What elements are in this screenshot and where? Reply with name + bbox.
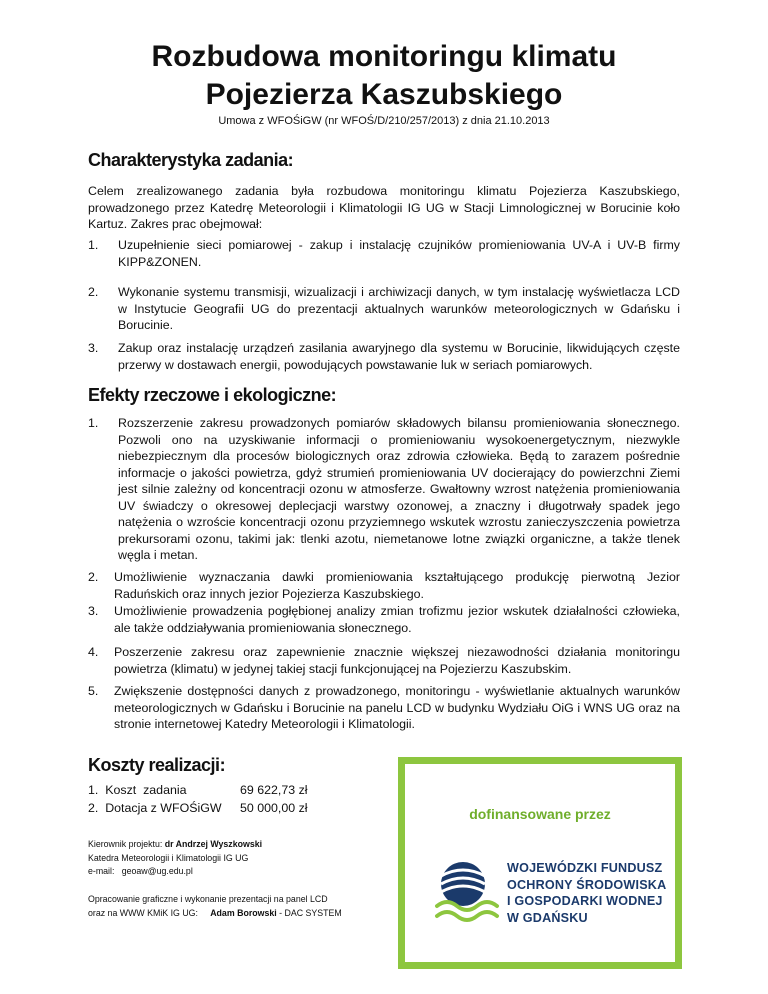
- list-text: Zwiększenie dostępności danych z prowadzonego, monitoringu - wyświetlanie aktualnych warunków meteorologicznych w Gdańsku i Borucinie na panelu LCD w budynku Wydziału OiG i WNS UG oraz na stronie internetowej Katedry Meteorologii i Klimatologii.: [114, 684, 680, 731]
- list-number: 5.: [88, 684, 99, 698]
- section-heading-characteristics: Charakterystyka zadania:: [88, 150, 294, 170]
- wfosigw-logo-icon: [433, 854, 503, 934]
- list-text: Poszerzenie zakresu oraz zapewnienie znacznie większej niezawodności działania monitoringu powietrza (klimatu) w jedynej takiej stacji funkcjonującej na Pojezierzu Kaszubskim.: [114, 645, 680, 676]
- cost-label: 2. Dotacja z WFOŚiGW: [88, 801, 222, 815]
- title-line-1: Rozbudowa monitoringu klimatu: [151, 40, 617, 73]
- title-line-2: Pojezierza Kaszubskiego: [205, 78, 563, 111]
- page-title: [0, 38, 768, 114]
- list-number: 2.: [88, 285, 99, 299]
- list-item: [88, 569, 680, 603]
- design-suffix: - DAC SYSTEM: [276, 907, 342, 918]
- list-item: [88, 237, 680, 271]
- list-item: [88, 340, 680, 374]
- manager-name: dr Andrzej Wyszkowski: [164, 839, 263, 849]
- email-link[interactable]: geoaw@ug.edu.pl: [121, 866, 193, 876]
- list-number: 1.: [88, 416, 99, 430]
- list-text: Umożliwienie prowadzenia pogłębionej analizy zmian trofizmu jezior wskutek działalności człowieka, ale także oddziaływania promieniowania słonecznego.: [114, 604, 680, 635]
- list-text: Rozszerzenie zakresu prowadzonych pomiarów składowych bilansu promieniowania słonecznego. Pozwoli ono na uzyskiwanie informacji o promieniowaniu wysokoenergetycznym, niezwykle niebezpiecznym dla procesów biologicznych oraz zdrowia człowieka. Będą to zarazem pośrednie informacje o jakości powietrza, gdyż strumień promieniowania UV docierający do powierzchni Ziemi jest silnie zależny od koncentracji ozonu w atmosferze. Gwałtowny wzrost natężenia promieniowania UV świadczy o okresowej deplecjacji warstwy ozonowej, a znaczny i długotrwały spadek jego natężenia o wzroście koncentracji ozonu przyziemnego wskutek wzrostu zanieczyszczenia powietrza prekursorami ozonu, takimi jak: tlenki azotu, niemetanowe lotne związki organiczne, a także tlenek węgla i metan.: [118, 416, 680, 562]
- list-text: Uzupełnienie sieci pomiarowej - zakup i instalację czujników promieniowania UV-A i UV-B firmy KIPP&ZONEN.: [118, 238, 680, 269]
- email-label: e-mail:: [88, 866, 122, 876]
- list-number: 2.: [88, 570, 99, 584]
- section-heading-costs: Koszty realizacji:: [88, 755, 226, 775]
- cost-value: 50 000,00 zł: [240, 801, 308, 815]
- list-text: Wykonanie systemu transmisji, wizualizacji i archiwizacji danych, w tym instalację wyświetlacza LCD w Instytucie Geografii UG do prezentacji aktualnych warunków meteorologicznych w Gdańsku i Borucinie.: [118, 285, 680, 332]
- cost-value: 69 622,73 zł: [240, 783, 308, 797]
- cost-label: 1. Koszt zadania: [88, 783, 187, 797]
- funding-badge: [398, 757, 682, 969]
- costs-list: [88, 781, 348, 817]
- list-number: 4.: [88, 645, 99, 659]
- org-line-1: WOJEWÓDZKI FUNDUSZ: [507, 861, 663, 875]
- design-credits: [88, 893, 342, 920]
- design-line-1: Opracowanie graficzne i wykonanie prezentacji na panel LCD: [88, 894, 328, 904]
- agreement-subtitle: Umowa z WFOŚiGW (nr WFOŚ/D/210/257/2013) z dnia 21.10.2013: [218, 115, 550, 127]
- org-line-4: W GDAŃSKU: [507, 910, 588, 925]
- list-text: Zakup oraz instalację urządzeń zasilania awaryjnego dla systemu w Borucinie, likwidujących częste przerwy w dostawach energii, powodujących powstawanie luk w seriach pomiarowych.: [118, 341, 680, 372]
- department: Katedra Meteorologii i Klimatologii IG UG: [88, 852, 249, 863]
- list-item: [88, 644, 680, 678]
- cost-row: [88, 781, 348, 799]
- list-item: [88, 415, 680, 563]
- list-number: 1.: [88, 238, 99, 252]
- manager-label: Kierownik projektu:: [88, 839, 165, 849]
- project-credits: [88, 838, 262, 879]
- cost-row: [88, 799, 348, 817]
- list-number: 3.: [88, 604, 99, 618]
- design-prefix: oraz na WWW KMiK IG UG:: [88, 907, 211, 918]
- list-number: 3.: [88, 341, 99, 355]
- list-item: [88, 284, 680, 334]
- funding-organization: [507, 860, 666, 926]
- design-author: Adam Borowski: [210, 907, 277, 918]
- list-item: [88, 603, 680, 637]
- org-line-3: I GOSPODARKI WODNEJ: [507, 894, 663, 908]
- list-text: Umożliwienie wyznaczania dawki promieniowania kształtującego produkcję pierwotną Jezior Raduńskich oraz innych jezior Pojezierza Kaszubskiego.: [114, 570, 680, 601]
- funding-caption: dofinansowane przez: [469, 806, 611, 822]
- intro-paragraph: Celem zrealizowanego zadania była rozbudowa monitoringu klimatu Pojezierza Kaszubskiego, prowadzonego przez Katedrę Meteorologii i Klimatologii IG UG w Stacji Limnologicznej w Borucinie koło Kartuz. Zakres prac obejmował:: [88, 184, 680, 231]
- list-item: [88, 683, 680, 733]
- org-line-2: OCHRONY ŚRODOWISKA: [507, 877, 667, 892]
- section-heading-effects: Efekty rzeczowe i ekologiczne:: [88, 385, 337, 405]
